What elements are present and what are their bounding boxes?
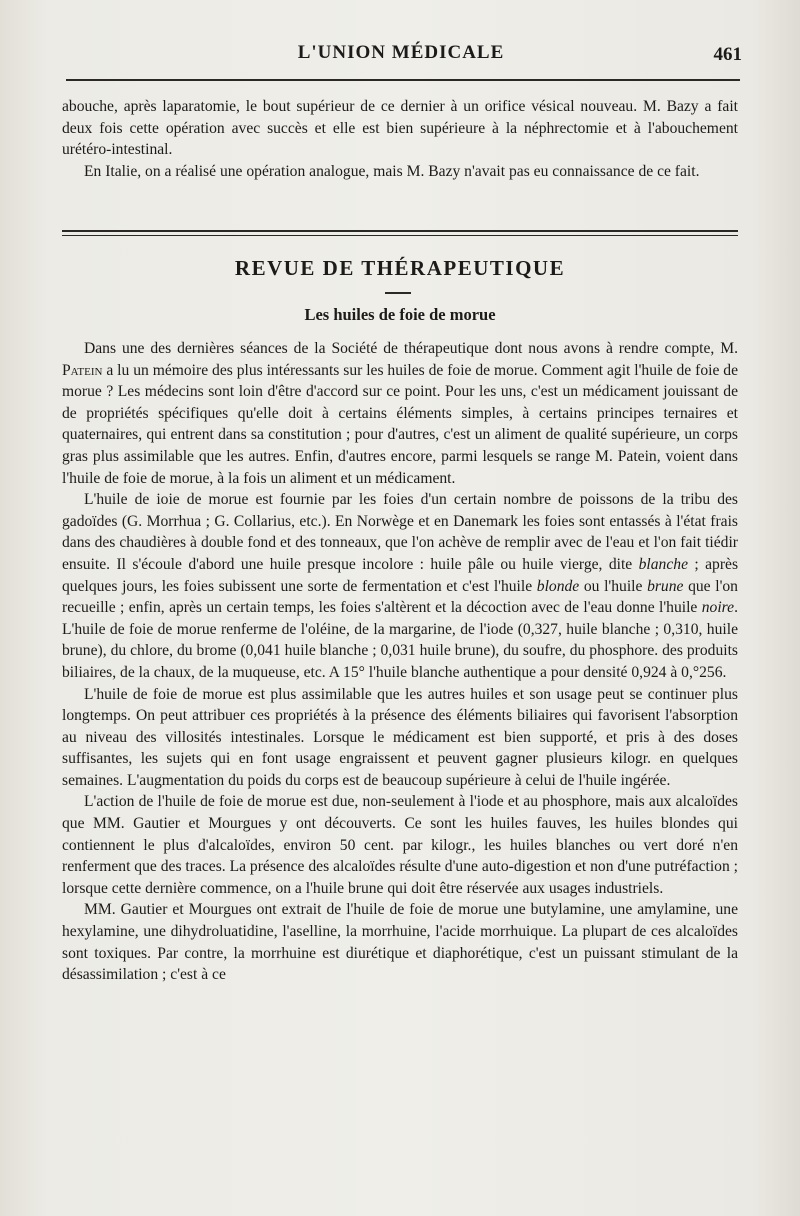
text-run: que l'on recueille ; enfin, après un certain temps, les foies s'altèrent et la décoction avec de l'eau donne l'huile (62, 577, 738, 617)
section-divider (62, 230, 738, 236)
article-paragraph (62, 338, 738, 489)
italic-term: brune (647, 577, 684, 595)
text-run: Dans une des dernières séances de la Société de thérapeutique dont nous avons à rendre compte, M. (84, 340, 738, 357)
italic-term: noire (701, 599, 735, 617)
text-run: a lu un mémoire des plus intéressants sur les huiles de foie de morue. Comment agit l'huile de foie de morue ? Les médecins sont loin d'être d'accord sur ce point. Pour les uns, c'est un médicament jouissant de de propriétés spécifiques qu'elle doit à certains éléments simples, à certains principes ternaires et quaternaires, qui entrent dans sa constitution ; pour d'autres, c'est un aliment de qualité supérieure, un corps gras plus assimilable que les autres. Enfin, d'autres encore, parmi lesquels se range M. Patein, voient dans l'huile de foie de morue, à la fois un aliment et un médicament. (62, 361, 738, 487)
article-paragraph: L'action de l'huile de foie de morue est due, non-seulement à l'iode et au phosphore, mais aux alcaloïdes que MM. Gautier et Mourgues y ont découverts. Ce sont les huiles fauves, les huiles blondes qui contiennent le plus d'alcaloïdes, environ 50 cent. par kilogr., les huiles blanches ou vert doré n'en renferment que des traces. La présence des alcaloïdes résulte d'une auto-digestion et non d'une putréfaction ; lorsque cette dernière commence, on a l'huile brune qui doit être réservée aux usages industriels. (62, 793, 738, 897)
intro-paragraph: abouche, après laparatomie, le bout supérieur de ce dernier à un orifice vésical nouveau. M. Bazy a fait deux fois cette opération avec succès et elle est bien supérieure à la néphrectomie et à l'abouchement urétéro-intestinal. (62, 98, 738, 159)
article-body (62, 338, 738, 986)
heading-dash (385, 292, 411, 294)
header-rule (66, 79, 740, 81)
article-paragraph (62, 489, 738, 683)
section-heading: REVUE DE THÉRAPEUTIQUE (234, 256, 566, 280)
page-number: 461 (713, 44, 742, 65)
continued-text (62, 96, 738, 182)
intro-paragraph: En Italie, on a réalisé une opération analogue, mais M. Bazy n'avait pas eu connaissance de ce fait. (84, 162, 700, 180)
article-title: Les huiles de foie de morue (304, 305, 496, 324)
author-name: Patein (62, 361, 103, 379)
running-header (60, 38, 742, 72)
italic-term: blonde (536, 577, 580, 595)
text-run: . L'huile de foie de morue renferme de l'oléine, de la margarine, de l'iode (0,327, huile blanche ; 0,310, huile brune), du chlore, du brome (0,041 huile blanche ; 0,031 huile brune), du soufre, du phosphore. des produits biliaires, de la chaux, de la muqueuse, etc. A 15° l'huile blanche authentique a pour densité 0,924 à 0,°256. (62, 599, 738, 681)
article-paragraph: L'huile de foie de morue est plus assimilable que les autres huiles et son usage peut se continuer plus longtemps. On peut attribuer ces propriétés à la présence des éléments biliaires qui favorisent l'absorption au niveau des villosités intestinales. Lorsque le médicament est bien supporté, et pris à des doses suffisantes, les sujets qui en font usage engraissent et peuvent gagner plusieurs kilogr. en quelques semaines. L'augmentation du poids du corps est de beaucoup supérieure à celui de l'huile ingérée. (62, 685, 738, 789)
text-run: ou l'huile (579, 577, 648, 595)
text-run: L'huile de ioie de morue est fournie par les foies d'un certain nombre de poissons de la tribu des gadoïdes (G. Morrhua ; G. Collarius, etc.). En Norwège et en Danemark les foies sont entassés à l'état frais dans des chaudières à double fond et des tonneaux, que l'on achève de remplir avec de l'eau et l'on fait tiédir ensuite. Il s'écoule d'abord une huile presque incolore : huile pâle ou huile vierge, dite (62, 491, 738, 573)
text-run: ; après quelques jours, les foies subissent une sorte de fermentation et c'est l'huile (62, 555, 739, 595)
article-paragraph: MM. Gautier et Mourgues ont extrait de l'huile de foie de morue une butylamine, une amylamine, une hexylamine, une dihydroluatidine, l'aselline, la morrhuine, l'acide morrhuique. La plupart de ces alcaloïdes sont toxiques. Par contre, la morrhuine est diurétique et diaphorétique, c'est un puissant stimulant de la désassimilation ; c'est à ce (62, 901, 738, 984)
italic-term: blanche (638, 555, 688, 573)
journal-title: L'UNION MÉDICALE (297, 42, 505, 63)
